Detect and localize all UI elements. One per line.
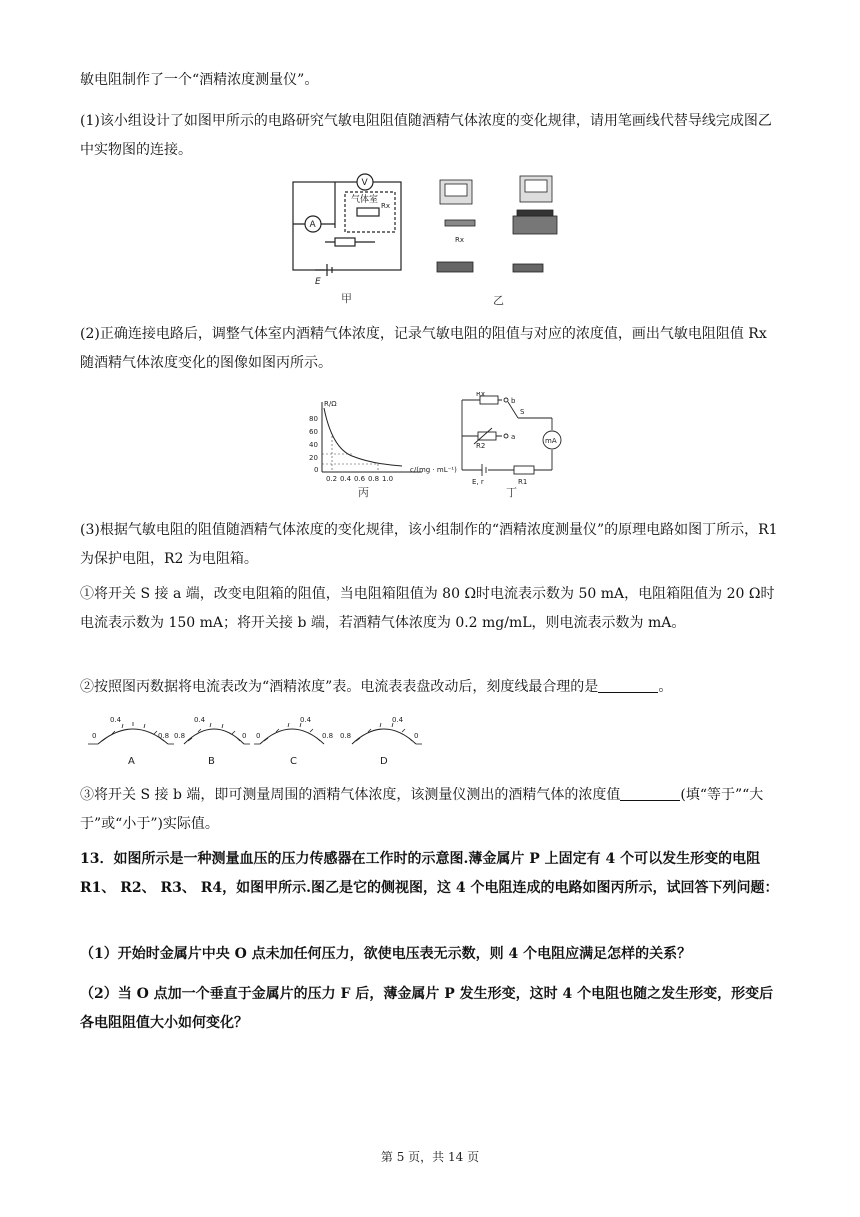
- dial-b-left: 0.8: [174, 732, 186, 740]
- figure-jia-yi: [285, 172, 585, 310]
- dial-b-letter: B: [208, 756, 215, 767]
- voltmeter-label: V: [361, 178, 368, 188]
- ytick-60: 60: [309, 428, 318, 436]
- dial-option-b: [174, 716, 250, 767]
- dial-c-left: 0: [256, 732, 261, 740]
- caption-jia: 甲: [341, 292, 352, 305]
- xtick-0.4: 0.4: [340, 475, 352, 483]
- question-13-part-1: （1）开始时金属片中央 O 点未加任何压力，欲使电压表无示数，则 4 个电阻应满足怎样的关系？: [80, 946, 692, 962]
- ding-meter-label: mA: [545, 437, 557, 445]
- question-part-3-2: [80, 673, 780, 702]
- q32-blank: [598, 678, 658, 693]
- text-intro-tail: 敏电阻制作了一个“酒精浓度测量仪”。: [80, 72, 319, 88]
- q32-end: 。: [658, 679, 673, 695]
- dial-b-right: 0: [242, 732, 247, 740]
- dial-d-right: 0: [414, 732, 419, 740]
- question-13-part-2: （2）当 O 点加一个垂直于金属片的压力 F 后，薄金属片 P 发生形变，这时 4 个电阻也随之发生形变，形变后各电阻阻值大小如何变化？: [80, 986, 774, 1031]
- ding-b-label: b: [511, 397, 516, 405]
- apparatus-icon: [437, 176, 557, 272]
- caption-bing: 丙: [358, 486, 369, 499]
- dial-a-mid: 0.4: [110, 716, 122, 724]
- xtick-1.0: 1.0: [382, 475, 394, 483]
- voltmeter-icon: [357, 174, 373, 190]
- dial-d-letter: D: [380, 756, 388, 767]
- ammeter-label: A: [309, 220, 316, 230]
- question-part-1: (1)该小组设计了如图甲所示的电路研究气敏电阻阻值随酒精气体浓度的变化规律，请用笔画线代替导线完成图乙中实物图的连接。: [80, 113, 772, 158]
- yi-rx-label: Rx: [455, 236, 465, 244]
- q33-text: ③将开关 S 接 b 端，即可测量周围的酒精气体浓度，该测量仪测出的酒精气体的浓度值: [80, 787, 621, 803]
- page-footer: 第 5 页，共 14 页: [380, 1150, 480, 1164]
- dial-c-letter: C: [290, 756, 297, 767]
- q33-blank: [620, 786, 680, 801]
- xtick-0.6: 0.6: [354, 475, 366, 483]
- xlabel: c/(mg · mL⁻¹): [410, 466, 457, 474]
- question-13-stem: 13．如图所示是一种测量血压的压力传感器在工作时的示意图.薄金属片 P 上固定有 4 个可以发生形变的电阻 R1、 R2、 R3、 R4，如图甲所示.图乙是它的侧视图，这 4 个电阻连成的电路如图丙所示，试回答下列问题：: [80, 851, 779, 896]
- dial-c-mid: 0.4: [300, 716, 312, 724]
- xtick-0.2: 0.2: [326, 475, 338, 483]
- dial-option-d: [340, 716, 422, 767]
- caption-yi: 乙: [493, 294, 504, 307]
- xtick-0.8: 0.8: [368, 475, 380, 483]
- dial-d-mid: 0.4: [392, 716, 404, 724]
- ding-r1-label: R1: [518, 478, 528, 486]
- curve: [324, 408, 402, 466]
- circuit-ding: [462, 396, 552, 476]
- q33-end: (填“等于”“大于”或“小于”)实际值。: [80, 787, 764, 832]
- dial-a-letter: A: [128, 756, 135, 767]
- rx-label: Rx: [381, 202, 391, 210]
- ding-switch-label: S: [520, 408, 525, 416]
- ding-a-label: a: [511, 433, 516, 441]
- ding-r2-label: R2: [476, 442, 486, 450]
- dial-options: [88, 712, 428, 770]
- caption-ding: 丁: [506, 486, 517, 499]
- ding-rx-label: Rx: [476, 392, 486, 398]
- ytick-40: 40: [309, 441, 318, 449]
- ding-source-label: E, r: [472, 478, 484, 486]
- dial-option-c: [254, 716, 333, 767]
- ytick-20: 20: [309, 454, 318, 462]
- question-part-3: (3)根据气敏电阻的阻值随酒精气体浓度的变化规律，该小组制作的“酒精浓度测量仪”的原理电路如图丁所示，R1 为保护电阻，R2 为电阻箱。: [80, 522, 778, 567]
- graph-bing: [309, 400, 457, 499]
- question-part-2: (2)正确连接电路后，调整气体室内酒精气体浓度，记录气敏电阻的阻值与对应的浓度值，画出气敏电阻阻值 Rx 随酒精气体浓度变化的图像如图丙所示。: [80, 326, 767, 371]
- dial-option-a: [88, 716, 174, 767]
- figure-bing-ding: [292, 392, 582, 502]
- question-part-3-3: [80, 781, 780, 839]
- ytick-0: 0: [314, 466, 319, 474]
- chamber-label: 气体室: [351, 195, 379, 205]
- dial-c-right: 0.8: [322, 732, 334, 740]
- dial-b-mid: 0.4: [194, 716, 206, 724]
- ylabel: R/Ω: [324, 400, 337, 408]
- dial-a-left: 0: [92, 732, 97, 740]
- dial-a-right: 0.8: [158, 732, 170, 740]
- dial-d-left: 0.8: [340, 732, 352, 740]
- q32-text: ②按照图丙数据将电流表改为“酒精浓度”表。电流表表盘改动后，刻度线最合理的是: [80, 679, 599, 695]
- source-label: E: [315, 277, 321, 287]
- ytick-80: 80: [309, 415, 318, 423]
- ammeter-icon: [305, 216, 321, 232]
- question-part-3-1: ①将开关 S 接 a 端，改变电阻箱的阻值，当电阻箱阻值为 80 Ω时电流表示数为 50 mA，电阻箱阻值为 20 Ω时电流表示数为 150 mA；将开关接 b 端，若酒精气体浓度为 0.2 mg/mL，则电流表示数为 mA。: [80, 586, 775, 631]
